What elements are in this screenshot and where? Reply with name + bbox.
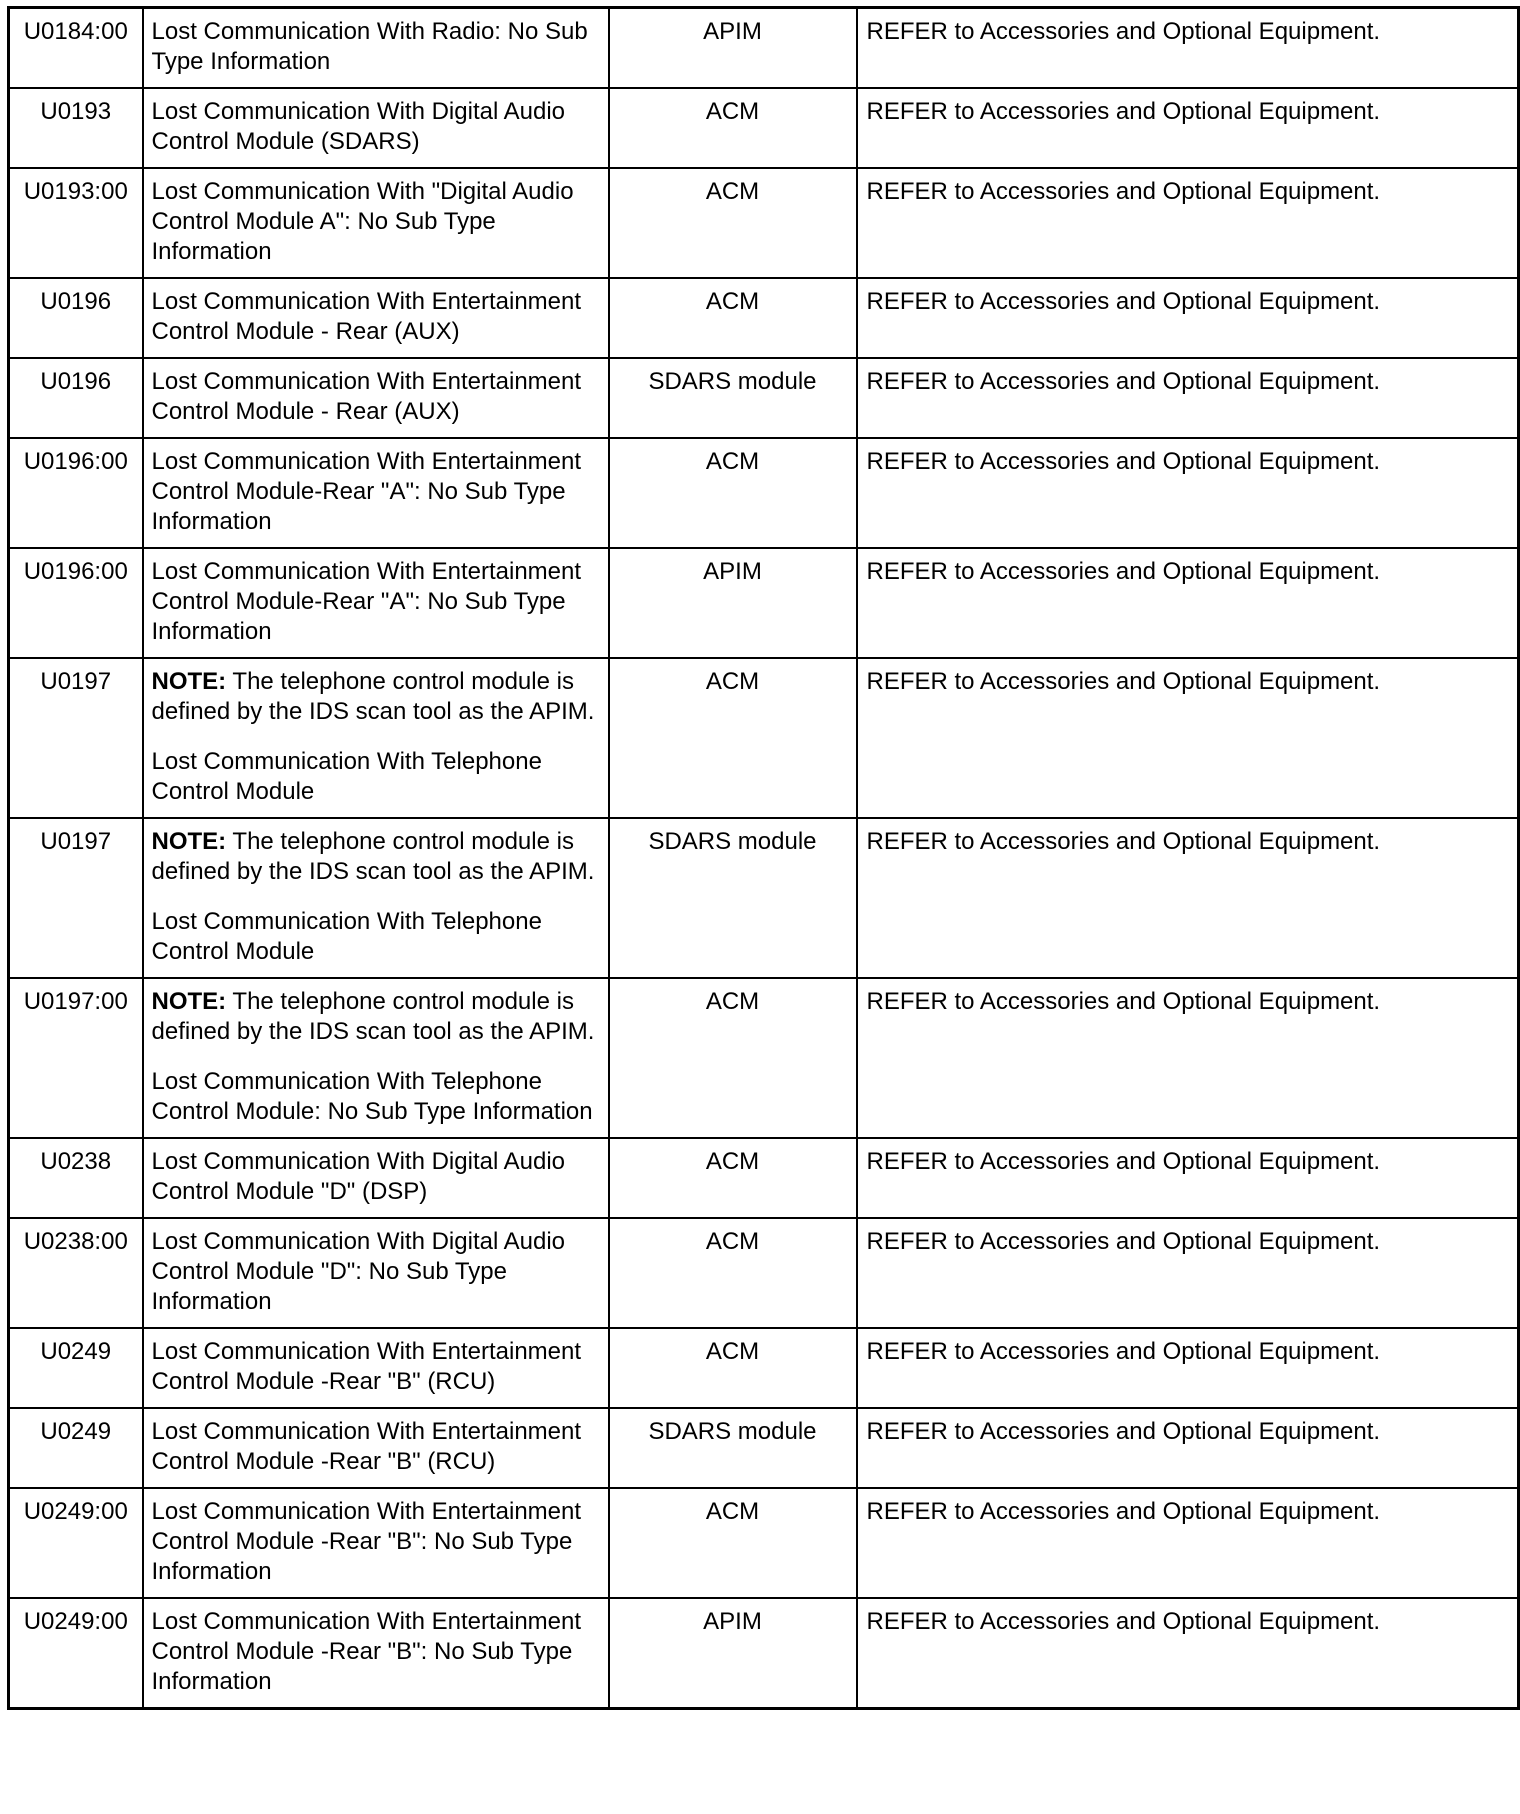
module-cell: SDARS module <box>609 358 857 438</box>
module-cell: ACM <box>609 438 857 548</box>
dtc-code-cell: U0249:00 <box>9 1598 143 1709</box>
dtc-code-cell: U0238:00 <box>9 1218 143 1328</box>
note-label: NOTE: <box>151 668 227 695</box>
action-cell: REFER to Accessories and Optional Equipment. <box>857 1408 1519 1488</box>
note-label: NOTE: <box>151 988 227 1015</box>
action-cell: REFER to Accessories and Optional Equipment. <box>857 658 1519 818</box>
dtc-code-cell: U0197:00 <box>9 978 143 1138</box>
description-cell <box>143 438 609 548</box>
description-text: Lost Communication With Entertainment Control Module -Rear "B" (RCU) <box>151 1338 582 1395</box>
description-cell <box>143 88 609 168</box>
module-cell: SDARS module <box>609 1408 857 1488</box>
description-text: Lost Communication With Telephone Control Module <box>151 908 542 965</box>
action-cell: REFER to Accessories and Optional Equipment. <box>857 88 1519 168</box>
action-cell: REFER to Accessories and Optional Equipment. <box>857 818 1519 978</box>
description-text: Lost Communication With Entertainment Control Module -Rear "B": No Sub Type Information <box>151 1608 582 1695</box>
dtc-code-cell: U0196 <box>9 278 143 358</box>
note-block <box>152 827 600 887</box>
note-text: The telephone control module is defined by the IDS scan tool as the APIM. <box>151 988 595 1045</box>
dtc-code-cell: U0238 <box>9 1138 143 1218</box>
description-text: Lost Communication With Entertainment Control Module-Rear "A": No Sub Type Information <box>151 558 582 645</box>
dtc-code-cell: U0197 <box>9 658 143 818</box>
table-row <box>9 8 1519 89</box>
table-row <box>9 438 1519 548</box>
module-cell: APIM <box>609 548 857 658</box>
description-cell <box>143 1218 609 1328</box>
action-cell: REFER to Accessories and Optional Equipment. <box>857 278 1519 358</box>
note-block <box>152 667 600 727</box>
description-cell <box>143 1328 609 1408</box>
action-cell: REFER to Accessories and Optional Equipment. <box>857 8 1519 89</box>
description-text: Lost Communication With Telephone Control Module <box>151 748 542 805</box>
dtc-code-cell: U0193:00 <box>9 168 143 278</box>
table-row <box>9 818 1519 978</box>
action-cell: REFER to Accessories and Optional Equipment. <box>857 548 1519 658</box>
description-cell <box>143 1598 609 1709</box>
description-text: Lost Communication With "Digital Audio Control Module A": No Sub Type Information <box>151 178 574 265</box>
description-cell <box>143 1488 609 1598</box>
description-cell <box>143 658 609 818</box>
module-cell: ACM <box>609 1328 857 1408</box>
table-row <box>9 168 1519 278</box>
description-cell <box>143 358 609 438</box>
action-cell: REFER to Accessories and Optional Equipment. <box>857 358 1519 438</box>
description-cell <box>143 548 609 658</box>
description-text: Lost Communication With Telephone Control Module: No Sub Type Information <box>151 1068 593 1125</box>
description-cell <box>143 1138 609 1218</box>
action-cell: REFER to Accessories and Optional Equipment. <box>857 978 1519 1138</box>
table-row <box>9 1598 1519 1709</box>
table-row <box>9 1408 1519 1488</box>
description-text: Lost Communication With Digital Audio Control Module "D": No Sub Type Information <box>151 1228 566 1315</box>
action-cell: REFER to Accessories and Optional Equipment. <box>857 1328 1519 1408</box>
description-text: Lost Communication With Entertainment Control Module -Rear "B" (RCU) <box>151 1418 582 1475</box>
table-row <box>9 358 1519 438</box>
description-cell <box>143 168 609 278</box>
table-row <box>9 658 1519 818</box>
module-cell: SDARS module <box>609 818 857 978</box>
module-cell: APIM <box>609 1598 857 1709</box>
dtc-code-cell: U0196 <box>9 358 143 438</box>
description-cell <box>143 818 609 978</box>
dtc-code-cell: U0249 <box>9 1408 143 1488</box>
table-row <box>9 1138 1519 1218</box>
dtc-code-cell: U0196:00 <box>9 548 143 658</box>
description-cell <box>143 278 609 358</box>
table-row <box>9 1488 1519 1598</box>
description-text: Lost Communication With Entertainment Control Module - Rear (AUX) <box>151 288 582 345</box>
module-cell: ACM <box>609 88 857 168</box>
module-cell: APIM <box>609 8 857 89</box>
dtc-code-cell: U0249 <box>9 1328 143 1408</box>
description-text: Lost Communication With Digital Audio Control Module (SDARS) <box>151 98 566 155</box>
module-cell: ACM <box>609 978 857 1138</box>
action-cell: REFER to Accessories and Optional Equipment. <box>857 168 1519 278</box>
description-text: Lost Communication With Entertainment Control Module - Rear (AUX) <box>151 368 582 425</box>
module-cell: ACM <box>609 168 857 278</box>
dtc-code-cell: U0184:00 <box>9 8 143 89</box>
dtc-table-body <box>9 8 1519 1709</box>
description-text: Lost Communication With Digital Audio Control Module "D" (DSP) <box>151 1148 566 1205</box>
dtc-table <box>7 6 1520 1710</box>
action-cell: REFER to Accessories and Optional Equipment. <box>857 1138 1519 1218</box>
description-text: Lost Communication With Radio: No Sub Type Information <box>151 18 588 75</box>
module-cell: ACM <box>609 1218 857 1328</box>
module-cell: ACM <box>609 278 857 358</box>
dtc-code-cell: U0249:00 <box>9 1488 143 1598</box>
table-row <box>9 88 1519 168</box>
note-label: NOTE: <box>151 828 227 855</box>
description-cell <box>143 1408 609 1488</box>
note-text: The telephone control module is defined by the IDS scan tool as the APIM. <box>151 828 595 885</box>
dtc-code-cell: U0193 <box>9 88 143 168</box>
action-cell: REFER to Accessories and Optional Equipment. <box>857 1488 1519 1598</box>
module-cell: ACM <box>609 1488 857 1598</box>
dtc-code-cell: U0197 <box>9 818 143 978</box>
table-row <box>9 1328 1519 1408</box>
description-text: Lost Communication With Entertainment Control Module -Rear "B": No Sub Type Information <box>151 1498 582 1585</box>
description-text: Lost Communication With Entertainment Control Module-Rear "A": No Sub Type Information <box>151 448 582 535</box>
module-cell: ACM <box>609 658 857 818</box>
table-row <box>9 278 1519 358</box>
table-row <box>9 1218 1519 1328</box>
module-cell: ACM <box>609 1138 857 1218</box>
table-row <box>9 548 1519 658</box>
table-row <box>9 978 1519 1138</box>
action-cell: REFER to Accessories and Optional Equipment. <box>857 1218 1519 1328</box>
description-cell <box>143 8 609 89</box>
note-text: The telephone control module is defined by the IDS scan tool as the APIM. <box>151 668 595 725</box>
dtc-code-cell: U0196:00 <box>9 438 143 548</box>
action-cell: REFER to Accessories and Optional Equipment. <box>857 1598 1519 1709</box>
note-block <box>152 987 600 1047</box>
description-cell <box>143 978 609 1138</box>
action-cell: REFER to Accessories and Optional Equipment. <box>857 438 1519 548</box>
